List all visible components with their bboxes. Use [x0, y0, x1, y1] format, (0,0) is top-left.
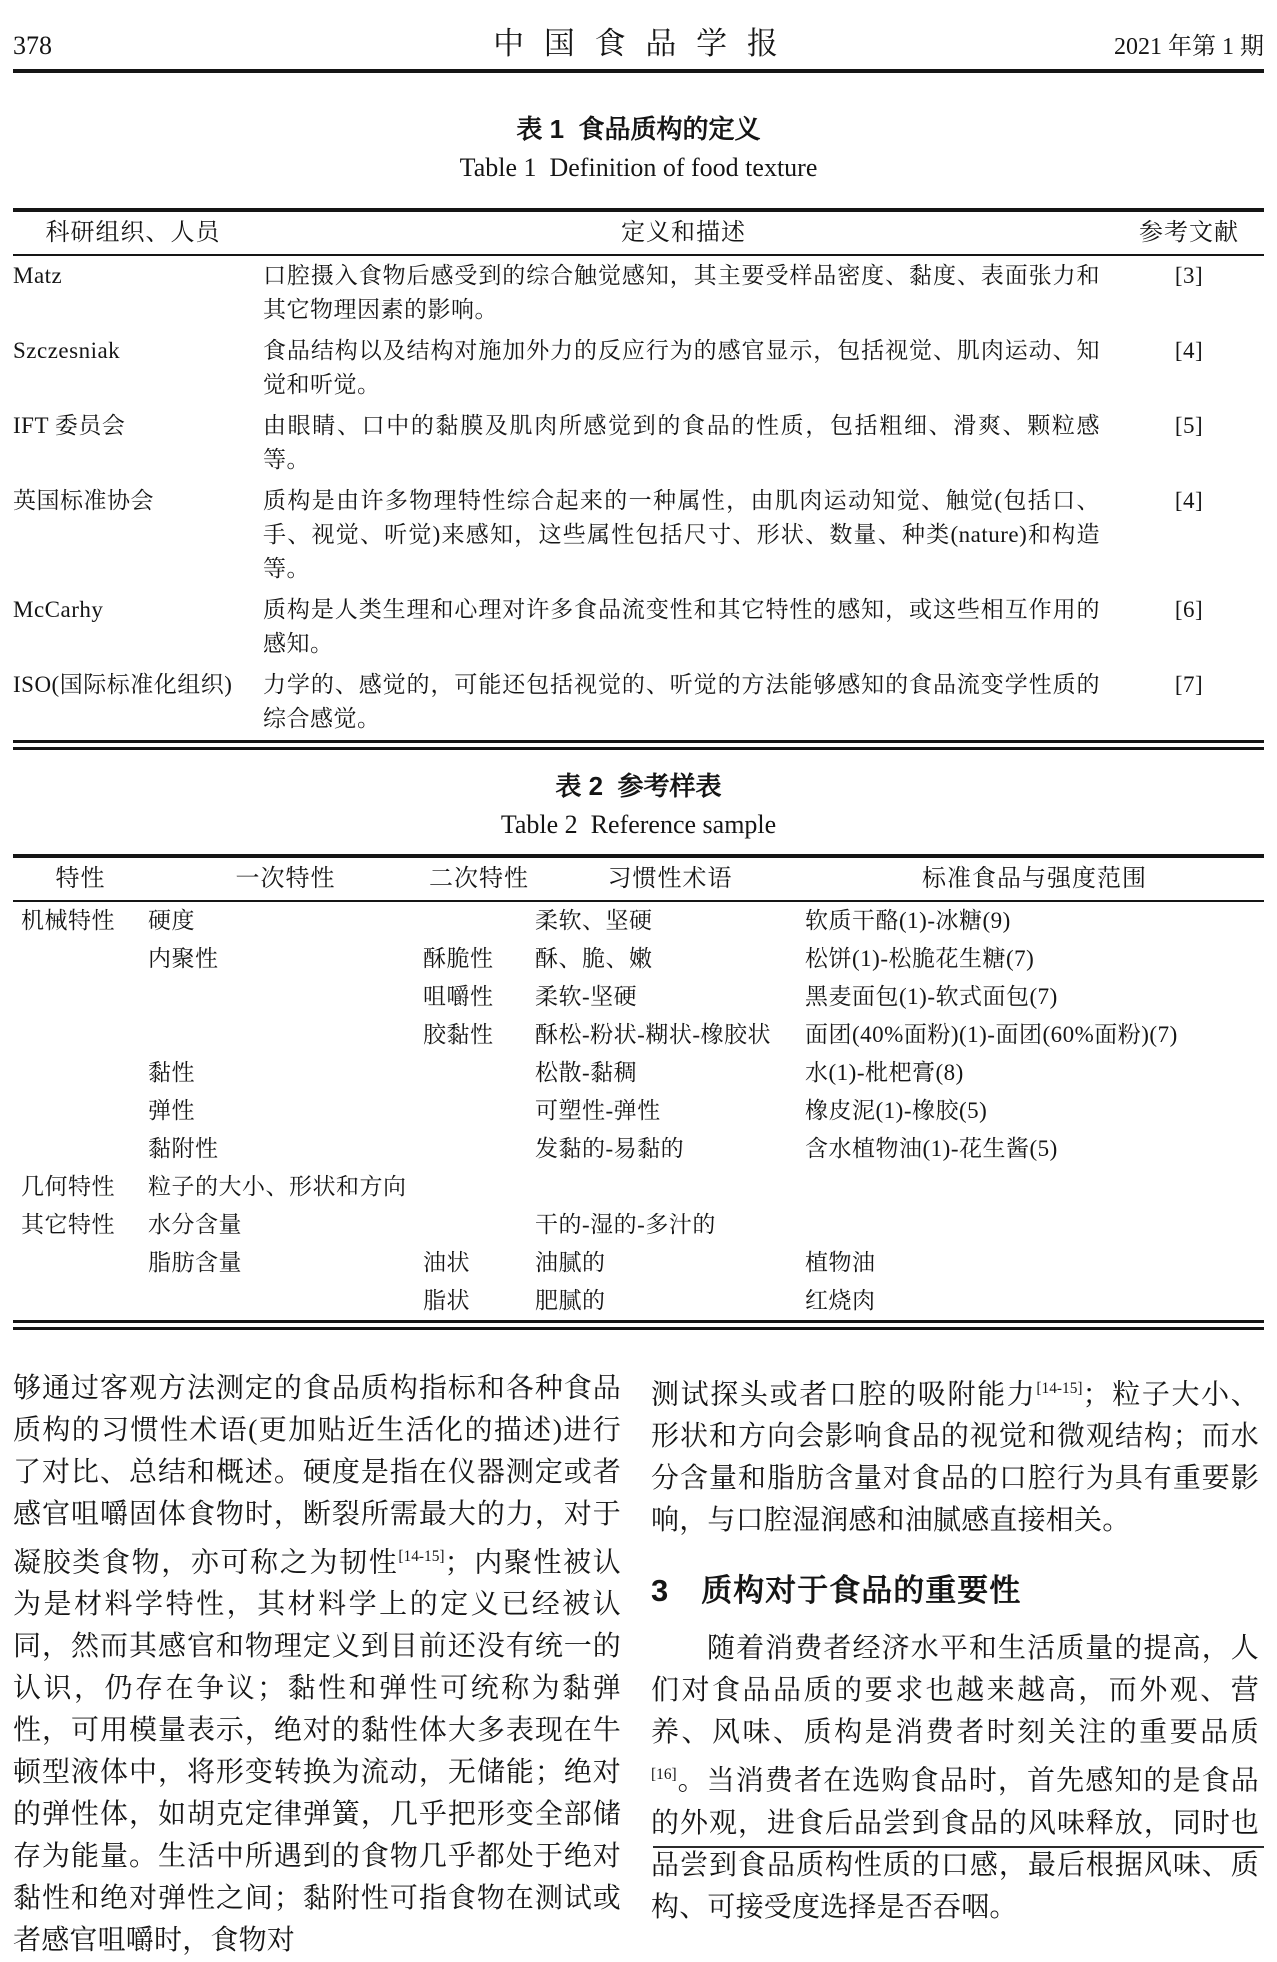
cell-standard: 含水植物油(1)-花生酱(5): [805, 1136, 1058, 1161]
col-header-primary: 一次特性: [148, 858, 423, 901]
cell-reference: [5]: [1174, 413, 1204, 438]
cell-primary: [148, 978, 423, 1016]
journal-title: 中 国 食 品 学 报: [493, 26, 784, 61]
table-row: [13, 1092, 1264, 1130]
reference-superscript: [16]: [651, 1766, 677, 1784]
cell-characteristic: 其它特性: [21, 1212, 115, 1237]
table-row: [13, 1244, 1264, 1282]
table-row: [13, 1282, 1264, 1320]
cell-term: 柔软、坚硬: [535, 908, 653, 933]
table1-section: [13, 113, 1264, 750]
page-number: 378: [13, 31, 52, 60]
cell-standard: 植物油: [805, 1250, 876, 1275]
table-row: [13, 406, 1264, 481]
left-column: [13, 1368, 621, 1962]
cell-standard: 黑麦面包(1)-软式面包(7): [805, 984, 1058, 1009]
table-row: [13, 1016, 1264, 1054]
cell-secondary: 酥脆性: [423, 946, 494, 971]
cell-characteristic: [13, 978, 148, 1016]
table2-caption-zh: 表 2 参考样表: [555, 771, 722, 801]
cell-primary: 水分含量: [148, 1212, 242, 1237]
col-header-characteristic: 特性: [13, 858, 148, 901]
cell-characteristic: 几何特性: [21, 1174, 115, 1199]
reference-superscript: [14-15]: [398, 1548, 445, 1565]
cell-definition: 口腔摄入食物后感受到的综合触觉感知，其主要受样品密度、黏度、表面张力和其它物理因素的影响。: [263, 263, 1100, 322]
cell-reference: [4]: [1174, 488, 1204, 513]
cell-primary: 黏性: [148, 1060, 195, 1085]
cell-secondary: 油状: [423, 1250, 470, 1275]
cell-definition: 食品结构以及结构对施加外力的反应行为的感官显示，包括视觉、肌肉运动、知觉和听觉。: [263, 338, 1100, 397]
cell-standard: 松饼(1)-松脆花生糖(7): [805, 946, 1035, 971]
cell-secondary: [423, 901, 535, 940]
cell-organization: IFT 委员会: [13, 413, 126, 438]
cell-primary: 粒子的大小、形状和方向: [148, 1174, 407, 1199]
table-row: [13, 665, 1264, 740]
col-header-organization: 科研组织、人员: [13, 212, 253, 255]
table2-header-row: [13, 858, 1264, 901]
cell-primary: [148, 1016, 423, 1054]
cell-definition: 质构是由许多物理特性综合起来的一种属性，由肌肉运动知觉、触觉(包括口、手、视觉、听觉)来感知，这些属性包括尺寸、形状、数量、种类(nature)和构造等。: [263, 488, 1100, 581]
cell-reference: [7]: [1174, 672, 1204, 697]
cell-term: [535, 1168, 805, 1206]
table1-caption-en: Table 1 Definition of food texture: [459, 153, 818, 182]
cell-characteristic: [13, 1054, 148, 1092]
table-row: [13, 255, 1264, 331]
cell-characteristic: [13, 1244, 148, 1282]
cell-characteristic: 机械特性: [21, 908, 115, 933]
cell-organization: Matz: [13, 263, 63, 288]
cell-standard: [805, 1168, 1264, 1206]
cell-standard: 橡皮泥(1)-橡胶(5): [805, 1098, 988, 1123]
cell-characteristic: [13, 940, 148, 978]
cell-standard: 面团(40%面粉)(1)-面团(60%面粉)(7): [805, 1022, 1178, 1047]
cell-definition: 质构是人类生理和心理对许多食品流变性和其它特性的感知，或这些相互作用的感知。: [263, 597, 1100, 656]
table-row: [13, 481, 1264, 590]
table-row: [13, 978, 1264, 1016]
cell-primary: [148, 1282, 423, 1320]
issue-label: 2021 年第 1 期: [1114, 34, 1264, 60]
cell-term: 松散-黏稠: [535, 1060, 638, 1085]
cell-standard: [805, 1206, 1264, 1244]
cell-secondary: 胶黏性: [423, 1022, 494, 1047]
cell-characteristic: [13, 1092, 148, 1130]
right-column: [651, 1368, 1259, 1962]
cell-primary: 黏附性: [148, 1136, 219, 1161]
table-row: [13, 590, 1264, 665]
cell-primary: 弹性: [148, 1098, 195, 1123]
table-row: [13, 940, 1264, 978]
paragraph-right-2: 随着消费者经济水平和生活质量的提高，人们对食品品质的要求也越来越高，而外观、营养、风味、质构是消费者时刻关注的重要品质[16]。当消费者在选购食品时，首先感知的是食品的外观，进食后品尝到食品的风味释放，同时也品尝到食品质构性质的口感，最后根据风味、质构、可接受度选择是否吞咽。: [651, 1633, 1259, 1923]
cell-characteristic: [13, 1130, 148, 1168]
paragraph-right-1: 测试探头或者口腔的吸附能力[14-15]；粒子大小、形状和方向会影响食品的视觉和微观结构；而水分含量和脂肪含量对食品的口腔行为具有重要影响，与口腔湿润感和油腻感直接相关。: [651, 1379, 1259, 1537]
cell-primary: 硬度: [148, 908, 195, 933]
cell-standard: 软质干酪(1)-冰糖(9): [805, 908, 1011, 933]
table2-bottom-rule: [13, 1320, 1264, 1330]
cell-definition: 由眼睛、口中的黏膜及肌肉所感觉到的食品的性质，包括粗细、滑爽、颗粒感等。: [263, 413, 1100, 472]
cell-term: 油腻的: [535, 1250, 606, 1275]
paragraph-left: 够通过客观方法测定的食品质构指标和各种食品质构的习惯性术语(更加贴近生活化的描述)进行了对比、总结和概述。硬度是指在仪器测定或者感官咀嚼固体食物时，断裂所需最大的力，对于凝胶类食物，亦可称之为韧性[14-15]；内聚性被认为是材料学特性，其材料学上的定义已经被认同，然而其感官和物理定义到目前还没有统一的认识，仍存在争议；黏性和弹性可统称为黏弹性，可用模量表示，绝对的黏性体大多表现在牛顿型液体中，将形变转换为流动，无储能；绝对的弹性体，如胡克定律弹簧，几乎把形变全部储存为能量。生活中所遇到的食物几乎都处于绝对黏性和绝对弹性之间；黏附性可指食物在测试或者感官咀嚼时，食物对: [13, 1373, 621, 1957]
table2-section: [13, 770, 1264, 1330]
col-header-term: 习惯性术语: [535, 858, 805, 901]
cell-characteristic: [13, 1016, 148, 1054]
table-row: [13, 901, 1264, 940]
cell-reference: [4]: [1174, 338, 1204, 363]
cell-characteristic: [13, 1282, 148, 1320]
cell-term: 酥、脆、嫩: [535, 946, 653, 971]
table-row: [13, 1054, 1264, 1092]
table-row: [13, 1206, 1264, 1244]
cell-term: 发黏的-易黏的: [535, 1136, 685, 1161]
cell-organization: ISO(国际标准化组织): [13, 672, 233, 697]
table1: [13, 212, 1264, 740]
body-text: [13, 1368, 1264, 1962]
section-heading: 3 质构对于食品的重要性: [651, 1573, 1022, 1609]
reference-superscript: [14-15]: [1036, 1380, 1083, 1397]
cell-primary: 内聚性: [148, 946, 219, 971]
table-row: [13, 331, 1264, 406]
cell-term: 肥腻的: [535, 1288, 606, 1313]
table1-header-row: [13, 212, 1264, 255]
col-header-secondary: 二次特性: [423, 858, 535, 901]
cell-organization: 英国标准协会: [13, 488, 154, 513]
cell-term: 柔软-坚硬: [535, 984, 638, 1009]
cell-reference: [6]: [1174, 597, 1204, 622]
cell-reference: [3]: [1174, 263, 1204, 288]
table1-bottom-rule: [13, 740, 1264, 750]
cell-secondary: [423, 1206, 535, 1244]
table2-caption-en: Table 2 Reference sample: [500, 810, 777, 839]
cell-standard: 水(1)-枇杷膏(8): [805, 1060, 964, 1085]
cell-standard: 红烧肉: [805, 1288, 876, 1313]
cell-secondary: 脂状: [423, 1288, 470, 1313]
col-header-standard: 标准食品与强度范围: [805, 858, 1264, 901]
header-rule: [13, 69, 1264, 73]
page-header: [13, 0, 1264, 63]
cell-term: 可塑性-弹性: [535, 1098, 661, 1123]
cell-organization: Szczesniak: [13, 338, 121, 363]
cell-primary: 脂肪含量: [148, 1250, 242, 1275]
cell-definition: 力学的、感觉的，可能还包括视觉的、听觉的方法能够感知的食品流变学性质的综合感觉。: [263, 672, 1100, 731]
footnote-rule: [653, 1846, 1264, 1848]
col-header-definition: 定义和描述: [253, 212, 1114, 255]
cell-secondary: [423, 1092, 535, 1130]
cell-term: 干的-湿的-多汁的: [535, 1212, 716, 1237]
table-row: [13, 1168, 1264, 1206]
cell-secondary: [423, 1130, 535, 1168]
cell-term: 酥松-粉状-糊状-橡胶状: [535, 1022, 771, 1047]
table1-caption-zh: 表 1 食品质构的定义: [516, 114, 761, 144]
table-row: [13, 1130, 1264, 1168]
cell-secondary: [423, 1054, 535, 1092]
table2: [13, 858, 1264, 1320]
cell-secondary: 咀嚼性: [423, 984, 494, 1009]
cell-organization: McCarhy: [13, 597, 104, 622]
cell-secondary: [423, 1168, 535, 1206]
col-header-reference: 参考文献: [1114, 212, 1264, 255]
